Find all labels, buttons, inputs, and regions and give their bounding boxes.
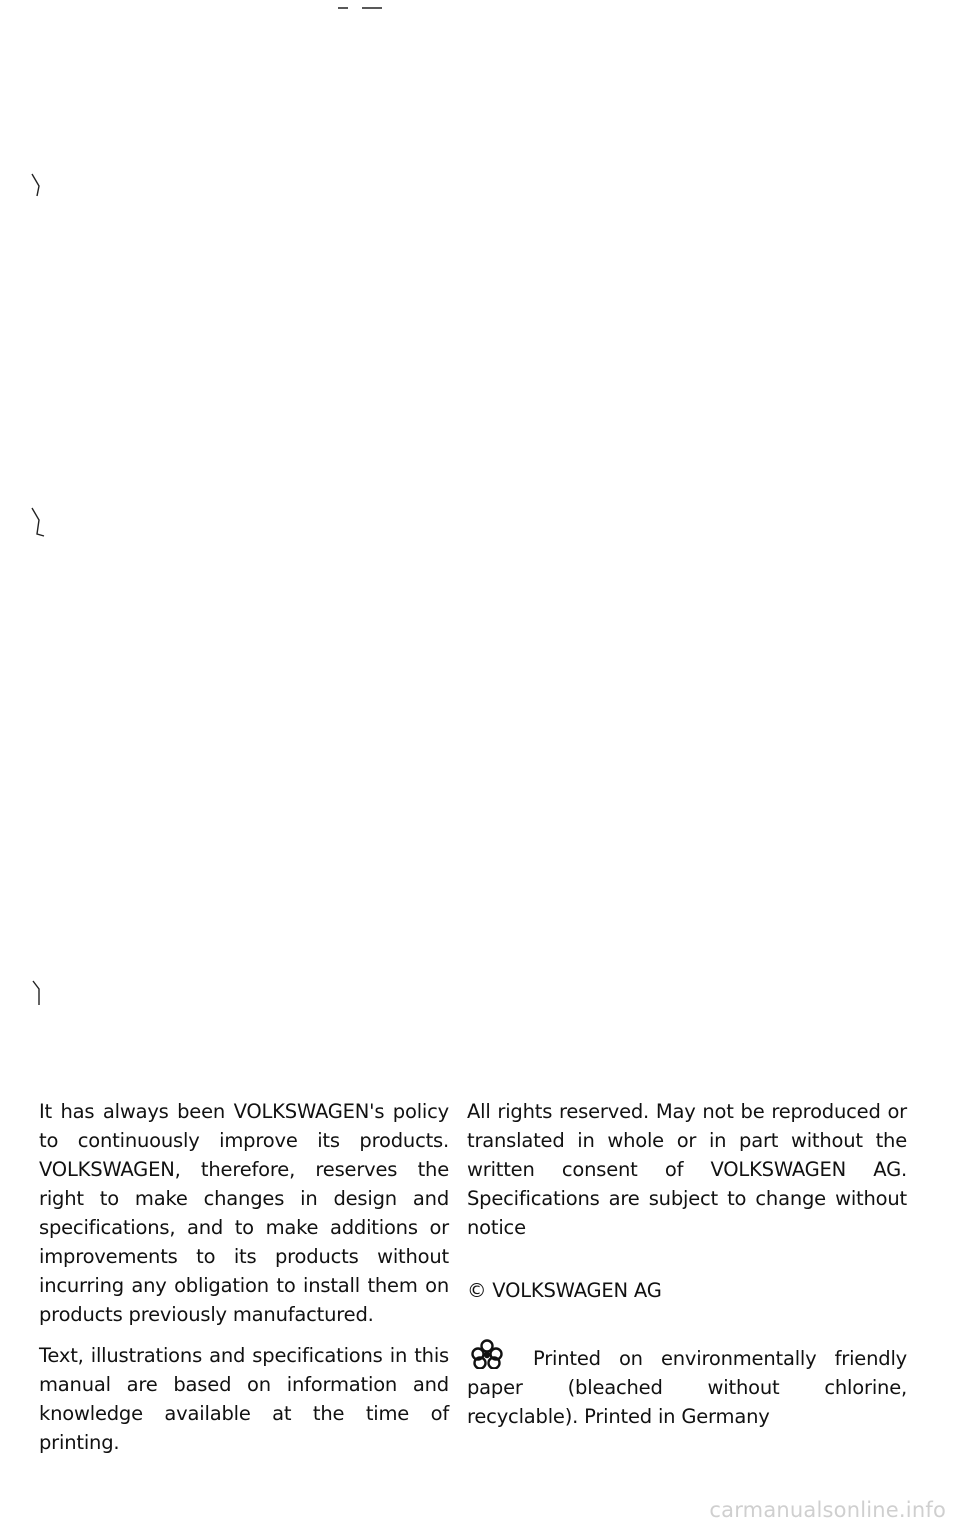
scan-mark-bottom: [31, 979, 45, 1009]
left-column: [39, 1097, 449, 1457]
printed-notice: [467, 1339, 907, 1431]
watermark: carmanualsonline.info: [709, 1498, 946, 1522]
copyright-line: © VOLKSWAGEN AG: [467, 1279, 662, 1302]
flower-icon: [467, 1339, 507, 1369]
scan-mark-middle: [30, 506, 48, 542]
scan-mark-top: [30, 172, 46, 208]
scan-mark-header: [336, 2, 386, 14]
right-column: [467, 1097, 907, 1431]
rights-notice: All rights reserved. May not be reproduced or translated in whole or in part without the written consent of VOLKSWAGEN AG. Specifications are subject to change without notice: [467, 1100, 907, 1239]
printed-notice-text: Printed on environmentally friendly paper (bleached without chlorine, recyclable). Printed in Germany: [467, 1347, 907, 1428]
policy-paragraph: It has always been VOLKSWAGEN's policy to continuously improve its products. VOLKSWAGEN, therefore, reserves the right to make changes in design and specifications, and to make additions or improvements to its products without incurring any obligation to install them on products previously manufactured.: [39, 1100, 449, 1326]
printing-info-paragraph: Text, illustrations and specifications in this manual are based on information and knowledge available at the time of printing.: [39, 1344, 449, 1454]
